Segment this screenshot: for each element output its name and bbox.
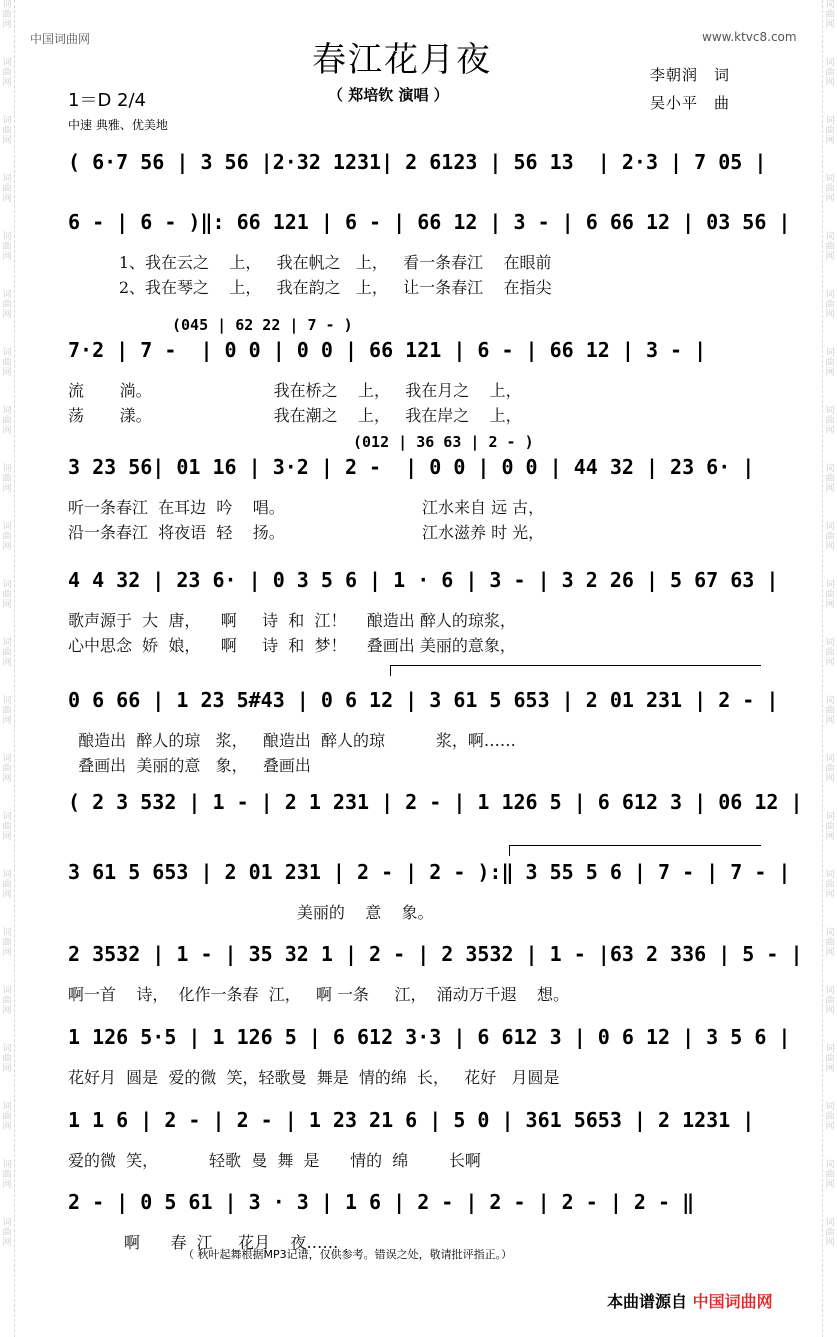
watermark-glyph: 网 [2,542,12,552]
watermark-glyph: 曲 [825,1228,835,1238]
lyricist-credit: 李朝润 词 [650,66,731,84]
watermark-glyph: 词 [2,406,12,416]
watermark-glyph: 曲 [825,1170,835,1180]
watermark-glyph: 网 [825,1122,835,1132]
watermark-glyph: 网 [825,542,835,552]
notation-line: ( 6·7 56 | 3 56 |2·32 1231| 2 6123 | 56 13 | 2·3 | 7 05 | [68,150,767,174]
source-credit [607,1289,773,1312]
watermark-glyph: 曲 [2,938,12,948]
watermark-glyph: 曲 [825,1112,835,1122]
watermark-glyph: 词 [825,580,835,590]
watermark-glyph: 曲 [2,1228,12,1238]
watermark-glyph: 网 [825,310,835,320]
watermark-glyph: 网 [825,20,835,30]
notation-line: 2 - | 0 5 61 | 3 · 3 | 1 6 | 2 - | 2 - | 2 - | 2 - ‖ [68,1190,695,1214]
watermark-glyph: 网 [2,774,12,784]
watermark-glyph: 曲 [2,1170,12,1180]
watermark-glyph: 词 [2,580,12,590]
watermark-glyph: 词 [2,464,12,474]
lyric-line: 叠画出 美丽的意 象， 叠画出 [68,756,311,775]
watermark-glyph: 词 [825,1102,835,1112]
watermark-glyph: 词 [2,1160,12,1170]
watermark-glyph: 词 [825,174,835,184]
watermark-glyph: 词 [825,290,835,300]
lyric-line: 荡 漾。 我在潮之 上， 我在岸之 上， [68,406,522,425]
notation-line: 1 126 5·5 | 1 126 5 | 6 612 3·3 | 6 612 3 | 0 6 12 | 3 5 6 | [68,1025,791,1049]
watermark-glyph: 曲 [2,184,12,194]
song-title: 春江花月夜 [312,40,492,80]
watermark-glyph: 曲 [825,532,835,542]
watermark-glyph: 网 [2,310,12,320]
watermark-glyph: 网 [825,1006,835,1016]
watermark-glyph: 曲 [825,648,835,658]
notation-line: 3 23 56| 01 16 | 3·2 | 2 - | 0 0 | 0 0 | 44 32 | 23 6· | [68,455,755,479]
watermark-glyph: 网 [825,948,835,958]
watermark-glyph: 词 [825,754,835,764]
watermark-glyph: 词 [2,1102,12,1112]
source-brand: 中国词曲网 [692,1292,773,1311]
watermark-glyph: 网 [2,600,12,610]
notation-line: 4 4 32 | 23 6· | 0 3 5 6 | 1 · 6 | 3 - | 3 2 26 | 5 67 63 | [68,568,779,592]
watermark-glyph: 词 [2,116,12,126]
lyric-line: 酿造出 醉人的琼 浆， 酿造出 醉人的琼 浆，啊…… [68,731,516,750]
watermark-glyph: 词 [825,928,835,938]
watermark-glyph: 网 [825,658,835,668]
watermark-glyph: 词 [2,1218,12,1228]
singer-credit: （ 郑培钦 演唱 ） [328,86,449,104]
notation-line: 7·2 | 7 - | 0 0 | 0 0 | 66 121 | 6 - | 66 12 | 3 - | [68,338,707,362]
watermark-glyph: 曲 [2,590,12,600]
watermark-glyph: 网 [825,890,835,900]
watermark-glyph: 词 [2,696,12,706]
watermark-glyph: 词 [2,870,12,880]
watermark-glyph: 网 [825,194,835,204]
watermark-glyph: 曲 [825,764,835,774]
watermark-glyph: 词 [825,464,835,474]
watermark-glyph: 曲 [825,68,835,78]
lyric-line: 美丽的 意 象。 [68,903,434,922]
watermark-glyph: 曲 [2,706,12,716]
volta-bracket [390,665,761,676]
watermark-glyph: 网 [2,716,12,726]
watermark-glyph: 词 [2,0,12,10]
watermark-glyph: 曲 [825,1054,835,1064]
lyric-line: 啊 春 江 花月 夜…… [68,1233,339,1252]
notation-line: 2 3532 | 1 - | 35 32 1 | 2 - | 2 3532 | 1 - |63 2 336 | 5 - | [68,942,803,966]
watermark-glyph: 曲 [825,184,835,194]
watermark-glyph: 曲 [825,938,835,948]
watermark-glyph: 词 [2,232,12,242]
watermark-glyph: 网 [825,252,835,262]
watermark-glyph: 曲 [825,126,835,136]
watermark-glyph: 词 [2,754,12,764]
key-signature: 1＝D 2/4 [68,90,147,111]
lyric-line: 2、我在琴之 上， 我在韵之 上， 让一条春江 在指尖 [68,278,552,297]
watermark-glyph: 网 [825,1238,835,1248]
notation-line: 1 1 6 | 2 - | 2 - | 1 23 21 6 | 5 0 | 361 5653 | 2 1231 | [68,1108,755,1132]
watermark-glyph: 曲 [2,996,12,1006]
watermark-glyph: 曲 [825,706,835,716]
notation-line: 6 - | 6 - )‖: 66 121 | 6 - | 66 12 | 3 - | 6 66 12 | 03 56 | [68,210,791,234]
watermark-glyph: 网 [2,484,12,494]
watermark-glyph: 词 [825,1218,835,1228]
site-watermark-left: 中国词曲网 [30,32,91,46]
lyric-line: 沿一条春江 将夜语 轻 扬。 江水滋养 时 光， [68,523,545,542]
watermark-glyph: 网 [2,426,12,436]
watermark-glyph: 曲 [2,1112,12,1122]
watermark-glyph: 词 [2,174,12,184]
interlude-notes: (012 | 36 63 | 2 - ) [353,433,534,451]
watermark-glyph: 词 [2,1044,12,1054]
watermark-glyph: 网 [825,136,835,146]
watermark-glyph: 网 [825,1064,835,1074]
watermark-glyph: 词 [825,348,835,358]
composer-credit: 吴小平 曲 [650,94,731,112]
watermark-glyph: 曲 [2,880,12,890]
watermark-glyph: 网 [2,20,12,30]
lyric-line: 听一条春江 在耳边 吟 唱。 江水来自 远 古， [68,498,545,517]
site-watermark-right: www.ktvc8.com [702,30,797,44]
watermark-glyph: 网 [2,78,12,88]
watermark-glyph: 词 [825,522,835,532]
watermark-glyph: 词 [2,348,12,358]
watermark-glyph: 曲 [2,532,12,542]
watermark-glyph: 曲 [825,242,835,252]
watermark-glyph: 网 [2,136,12,146]
lyric-line: 1、我在云之 上， 我在帆之 上， 看一条春江 在眼前 [68,253,552,272]
watermark-glyph: 网 [2,252,12,262]
watermark-glyph: 网 [2,1122,12,1132]
watermark-glyph: 词 [2,522,12,532]
watermark-glyph: 词 [825,406,835,416]
watermark-glyph: 网 [825,368,835,378]
watermark-glyph: 词 [825,0,835,10]
watermark-glyph: 曲 [2,1054,12,1064]
watermark-glyph: 曲 [825,358,835,368]
watermark-glyph: 曲 [825,822,835,832]
watermark-glyph: 词 [2,986,12,996]
watermark-glyph: 网 [2,658,12,668]
watermark-glyph: 词 [825,986,835,996]
watermark-glyph: 网 [2,948,12,958]
watermark-glyph: 词 [2,290,12,300]
watermark-glyph: 词 [825,696,835,706]
watermark-glyph: 曲 [2,822,12,832]
watermark-glyph: 曲 [825,996,835,1006]
lyric-line: 花好月 圆是 爱的微 笑，轻歌曼 舞是 情的绵 长， 花好 月圆是 [68,1068,560,1087]
watermark-glyph: 曲 [825,300,835,310]
watermark-glyph: 曲 [825,416,835,426]
watermark-glyph: 词 [825,638,835,648]
lyric-line: 爱的微 笑， 轻歌 曼 舞 是 情的 绵 长啊 [68,1151,481,1170]
watermark-glyph: 网 [825,78,835,88]
watermark-glyph: 曲 [825,10,835,20]
watermark-glyph: 网 [825,774,835,784]
watermark-glyph: 曲 [2,68,12,78]
watermark-glyph: 网 [2,1180,12,1190]
lyric-line: 啊一首 诗， 化作一条春 江， 啊 一条 江， 涌动万千遐 想。 [68,985,569,1004]
tempo-marking: 中速 典雅、优美地 [68,118,168,132]
watermark-glyph: 曲 [2,416,12,426]
watermark-glyph: 曲 [2,300,12,310]
watermark-glyph: 网 [825,716,835,726]
watermark-glyph: 曲 [2,126,12,136]
watermark-glyph: 网 [2,1006,12,1016]
watermark-glyph: 词 [825,1160,835,1170]
watermark-glyph: 曲 [2,474,12,484]
watermark-glyph: 曲 [2,764,12,774]
watermark-glyph: 网 [825,484,835,494]
watermark-glyph: 曲 [2,358,12,368]
watermark-glyph: 网 [825,1180,835,1190]
watermark-glyph: 网 [2,832,12,842]
right-watermark-strip [822,0,837,1337]
watermark-glyph: 曲 [825,474,835,484]
watermark-glyph: 词 [2,58,12,68]
source-prefix: 本曲谱源自 [607,1292,688,1311]
lyric-line: 歌声源于 大 唐， 啊 诗 和 江！ 酿造出 醉人的琼浆， [68,611,516,630]
left-watermark-strip [0,0,15,1337]
transcription-note: （ 秋叶起舞根据MP3记谱，仅供参考。错误之处，敬请批评指正。） [183,1248,513,1261]
notation-line: ( 2 3 532 | 1 - | 2 1 231 | 2 - | 1 126 5 | 6 612 3 | 06 12 | [68,790,803,814]
watermark-glyph: 词 [2,812,12,822]
watermark-glyph: 曲 [825,590,835,600]
watermark-glyph: 词 [825,232,835,242]
watermark-glyph: 词 [825,58,835,68]
volta-bracket [509,845,761,856]
watermark-glyph: 曲 [2,10,12,20]
watermark-glyph: 词 [2,928,12,938]
watermark-glyph: 网 [2,890,12,900]
interlude-notes: (045 | 62 22 | 7 - ) [172,316,353,334]
notation-line: 0 6 66 | 1 23 5#43 | 0 6 12 | 3 61 5 653 | 2 01 231 | 2 - | [68,688,779,712]
watermark-glyph: 词 [2,638,12,648]
watermark-glyph: 曲 [2,242,12,252]
watermark-glyph: 网 [2,194,12,204]
watermark-glyph: 词 [825,116,835,126]
lyric-line: 心中思念 娇 娘， 啊 诗 和 梦！ 叠画出 美丽的意象， [68,636,516,655]
watermark-glyph: 网 [825,600,835,610]
watermark-glyph: 词 [825,870,835,880]
lyric-line: 流 淌。 我在桥之 上， 我在月之 上， [68,381,522,400]
watermark-glyph: 网 [825,832,835,842]
watermark-glyph: 网 [2,1064,12,1074]
notation-line: 3 61 5 653 | 2 01 231 | 2 - | 2 - ):‖ 3 55 5 6 | 7 - | 7 - | [68,860,791,884]
watermark-glyph: 曲 [2,648,12,658]
watermark-glyph: 网 [825,426,835,436]
watermark-glyph: 网 [2,368,12,378]
watermark-glyph: 曲 [825,880,835,890]
watermark-glyph: 网 [2,1238,12,1248]
watermark-glyph: 词 [825,812,835,822]
watermark-glyph: 词 [825,1044,835,1054]
